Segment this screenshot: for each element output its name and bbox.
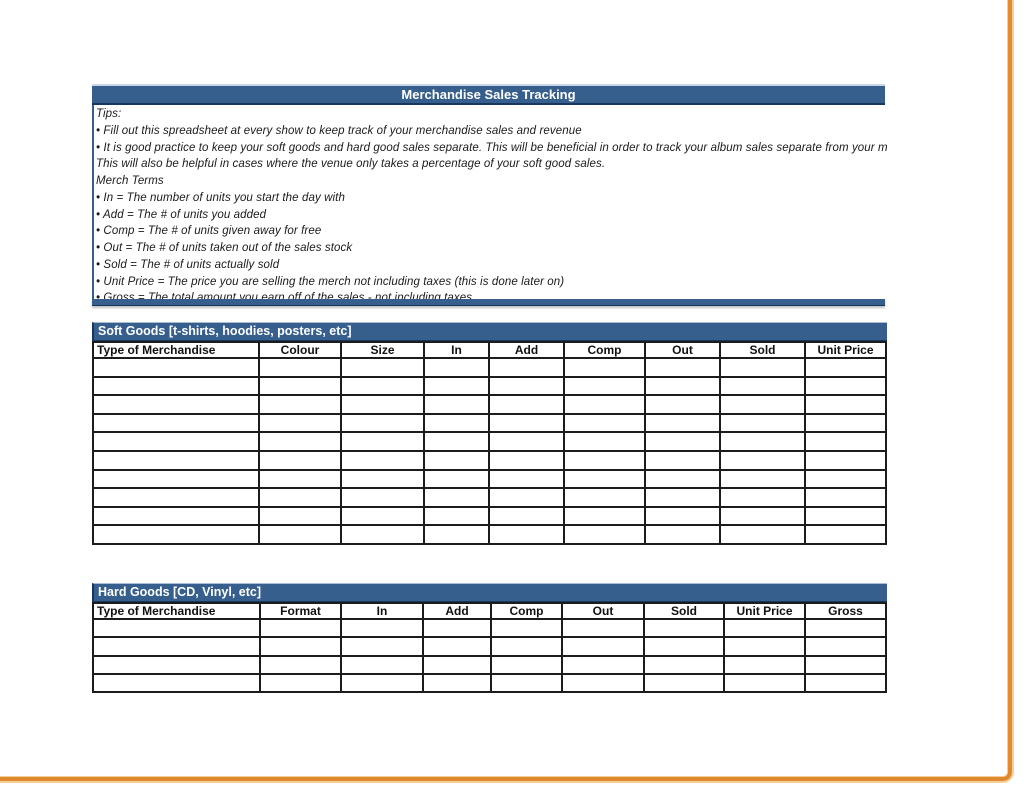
tips-line-8: • Out = The # of units taken out of the sales stock [96,242,353,254]
soft_goods-cell [341,525,424,544]
soft_goods-cell [489,525,564,544]
soft_goods-cell [259,358,341,377]
tips-line-7: • Comp = The # of units given away for free [96,225,322,238]
soft_goods-cell [720,377,805,396]
soft_goods-cell [93,395,259,414]
column-header-type-of-merchandise: Type of Merchandise [93,342,259,358]
soft_goods-cell [564,432,645,451]
soft_goods-cell [645,507,720,526]
column-header-format: Format [260,603,341,619]
soft_goods-cell [489,377,564,396]
hard_goods-cell [724,619,805,637]
column-header-sold: Sold [644,603,724,619]
soft_goods-cell [720,358,805,377]
soft_goods-cell [645,414,720,433]
hard_goods-cell [644,674,724,692]
column-header-colour: Colour [259,342,341,358]
soft_goods-cell [341,358,424,377]
soft_goods-cell [720,470,805,489]
soft_goods-cell [93,525,259,544]
soft_goods-cell [805,470,886,489]
soft_goods-cell [805,451,886,470]
soft_goods-cell [489,395,564,414]
soft_goods-cell [341,414,424,433]
soft_goods-cell [720,488,805,507]
soft_goods-cell [259,414,341,433]
soft_goods-cell [805,432,886,451]
soft_goods-row-1 [93,377,886,396]
soft_goods-cell [93,470,259,489]
soft_goods-cell [424,414,489,433]
hard_goods-row-0 [93,619,886,637]
hard_goods-cell [260,656,341,674]
hard_goods-cell [93,656,260,674]
hard_goods-cell [562,619,644,637]
soft_goods-row-0 [93,358,886,377]
soft_goods-row-8 [93,507,886,526]
hard_goods-cell [93,674,260,692]
hard_goods-cell [644,656,724,674]
soft_goods-cell [564,358,645,377]
soft_goods-cell [259,470,341,489]
hard_goods-cell [724,637,805,655]
soft_goods-cell [424,470,489,489]
soft_goods-cell [564,507,645,526]
soft_goods-cell [645,395,720,414]
hard_goods-cell [423,656,491,674]
soft_goods-cell [720,395,805,414]
soft_goods-cell [93,414,259,433]
hard_goods-row-1 [93,637,886,655]
soft_goods-cell [805,488,886,507]
hard_goods-cell [644,619,724,637]
soft_goods-cell [93,451,259,470]
soft_goods-cell [341,488,424,507]
hard_goods-cell [491,637,562,655]
soft_goods-cell [424,377,489,396]
soft_goods-row-2 [93,395,886,414]
hard_goods-cell [805,674,886,692]
tips-box-left-border [92,105,94,301]
soft_goods-cell [424,395,489,414]
column-header-gross: Gross [805,603,886,619]
hard_goods-row-2 [93,656,886,674]
soft_goods-cell [341,470,424,489]
hard_goods-cell [260,619,341,637]
soft_goods-cell [424,432,489,451]
tips-line-3: This will also be helpful in cases where the venue only takes a percentage of your soft good sales. [96,158,606,171]
hard_goods-cell [805,656,886,674]
soft_goods-row-3 [93,414,886,433]
hard_goods-cell [562,656,644,674]
hard_goods-cell [423,619,491,637]
tips-line-1: • Fill out this spreadsheet at every show to keep track of your merchandise sales and revenue [96,124,582,137]
soft_goods-cell [489,507,564,526]
hard_goods-cell [93,619,260,637]
column-header-sold: Sold [720,342,805,358]
soft_goods-cell [489,414,564,433]
hard_goods-cell [341,674,423,692]
soft_goods-cell [645,432,720,451]
soft_goods-cell [259,507,341,526]
column-header-add: Add [423,603,491,619]
tips-line-5: • In = The number of units you start the day with [96,191,345,204]
soft_goods-cell [424,358,489,377]
hard_goods-header-row [93,603,886,619]
soft_goods-cell [720,507,805,526]
column-header-out: Out [562,603,644,619]
soft_goods-cell [645,470,720,489]
soft_goods-cell [805,395,886,414]
soft_goods-cell [489,488,564,507]
column-header-size: Size [341,342,424,358]
hard_goods-cell [644,637,724,655]
soft_goods-cell [645,451,720,470]
soft_goods-cell [645,377,720,396]
soft_goods-cell [805,358,886,377]
hard_goods-cell [423,674,491,692]
tips-line-0: Tips: [96,108,122,120]
soft_goods-cell [645,488,720,507]
hard-goods-title: Hard Goods [CD, Vinyl, etc] [92,583,887,602]
hard_goods-cell [93,637,260,655]
soft_goods-cell [805,525,886,544]
tips-section [96,106,902,304]
soft_goods-cell [424,488,489,507]
soft_goods-cell [341,377,424,396]
soft_goods-cell [259,395,341,414]
soft_goods-cell [93,358,259,377]
soft_goods-cell [720,451,805,470]
column-header-comp: Comp [491,603,562,619]
column-header-unit-price: Unit Price [805,342,886,358]
hard_goods-row-3 [93,674,886,692]
soft_goods-cell [341,507,424,526]
soft_goods-cell [564,395,645,414]
soft_goods-cell [341,395,424,414]
soft_goods-row-4 [93,432,886,451]
soft_goods-cell [805,507,886,526]
soft_goods-cell [93,488,259,507]
soft_goods-row-5 [93,451,886,470]
tips-line-9: • Sold = The # of units actually sold [96,258,280,271]
hard-goods-section [92,583,887,693]
page-title: Merchandise Sales Tracking [92,84,885,105]
tips-line-6: • Add = The # of units you added [96,208,267,221]
soft-goods-section [92,322,887,545]
column-header-add: Add [489,342,564,358]
soft_goods-cell [645,358,720,377]
soft_goods-cell [564,525,645,544]
soft_goods-cell [489,451,564,470]
hard_goods-cell [805,637,886,655]
soft_goods-cell [564,488,645,507]
soft_goods-cell [805,414,886,433]
soft_goods-cell [564,414,645,433]
hard_goods-cell [724,674,805,692]
soft_goods-cell [341,451,424,470]
hard_goods-cell [423,637,491,655]
soft_goods-header-row [93,342,886,358]
soft_goods-cell [424,525,489,544]
hard_goods-cell [491,656,562,674]
hard_goods-cell [341,619,423,637]
column-header-unit-price: Unit Price [724,603,805,619]
soft_goods-cell [720,432,805,451]
hard_goods-cell [724,656,805,674]
column-header-in: In [424,342,489,358]
hard_goods-cell [562,674,644,692]
soft_goods-cell [564,451,645,470]
soft_goods-row-7 [93,488,886,507]
soft_goods-cell [564,377,645,396]
soft_goods-cell [93,507,259,526]
tips-box-bottom-bar [92,299,885,306]
soft_goods-row-9 [93,525,886,544]
soft_goods-cell [259,432,341,451]
soft_goods-cell [93,432,259,451]
soft_goods-cell [489,470,564,489]
column-header-type-of-merchandise: Type of Merchandise [93,603,260,619]
hard_goods-cell [805,619,886,637]
column-header-comp: Comp [564,342,645,358]
column-header-out: Out [645,342,720,358]
soft_goods-cell [341,432,424,451]
soft_goods-cell [93,377,259,396]
soft_goods-row-6 [93,470,886,489]
soft_goods-cell [259,451,341,470]
hard_goods-cell [491,619,562,637]
tips-line-10: • Unit Price = The price you are selling the merch not including taxes (this is done later on) [96,275,565,288]
soft_goods-cell [564,470,645,489]
hard_goods-cell [260,674,341,692]
soft_goods-cell [805,377,886,396]
soft_goods-cell [424,451,489,470]
column-header-in: In [341,603,423,619]
soft_goods-cell [259,377,341,396]
hard_goods-cell [562,637,644,655]
soft-goods-title: Soft Goods [t-shirts, hoodies, posters, etc] [92,322,887,341]
hard_goods-cell [341,656,423,674]
soft_goods-cell [645,525,720,544]
soft_goods-cell [489,358,564,377]
soft_goods-cell [489,432,564,451]
hard_goods-cell [341,637,423,655]
tips-line-2: • It is good practice to keep your soft goods and hard good sales separate. This will be beneficial in order to track your album sales separate from your m [96,141,888,154]
soft_goods-cell [720,525,805,544]
soft_goods-cell [259,488,341,507]
soft_goods-cell [259,525,341,544]
hard-goods-grid [92,602,887,693]
soft-goods-grid [92,341,887,545]
soft_goods-cell [720,414,805,433]
tips-line-4: Merch Terms [96,175,164,187]
hard_goods-cell [260,637,341,655]
hard_goods-cell [491,674,562,692]
soft_goods-cell [424,507,489,526]
